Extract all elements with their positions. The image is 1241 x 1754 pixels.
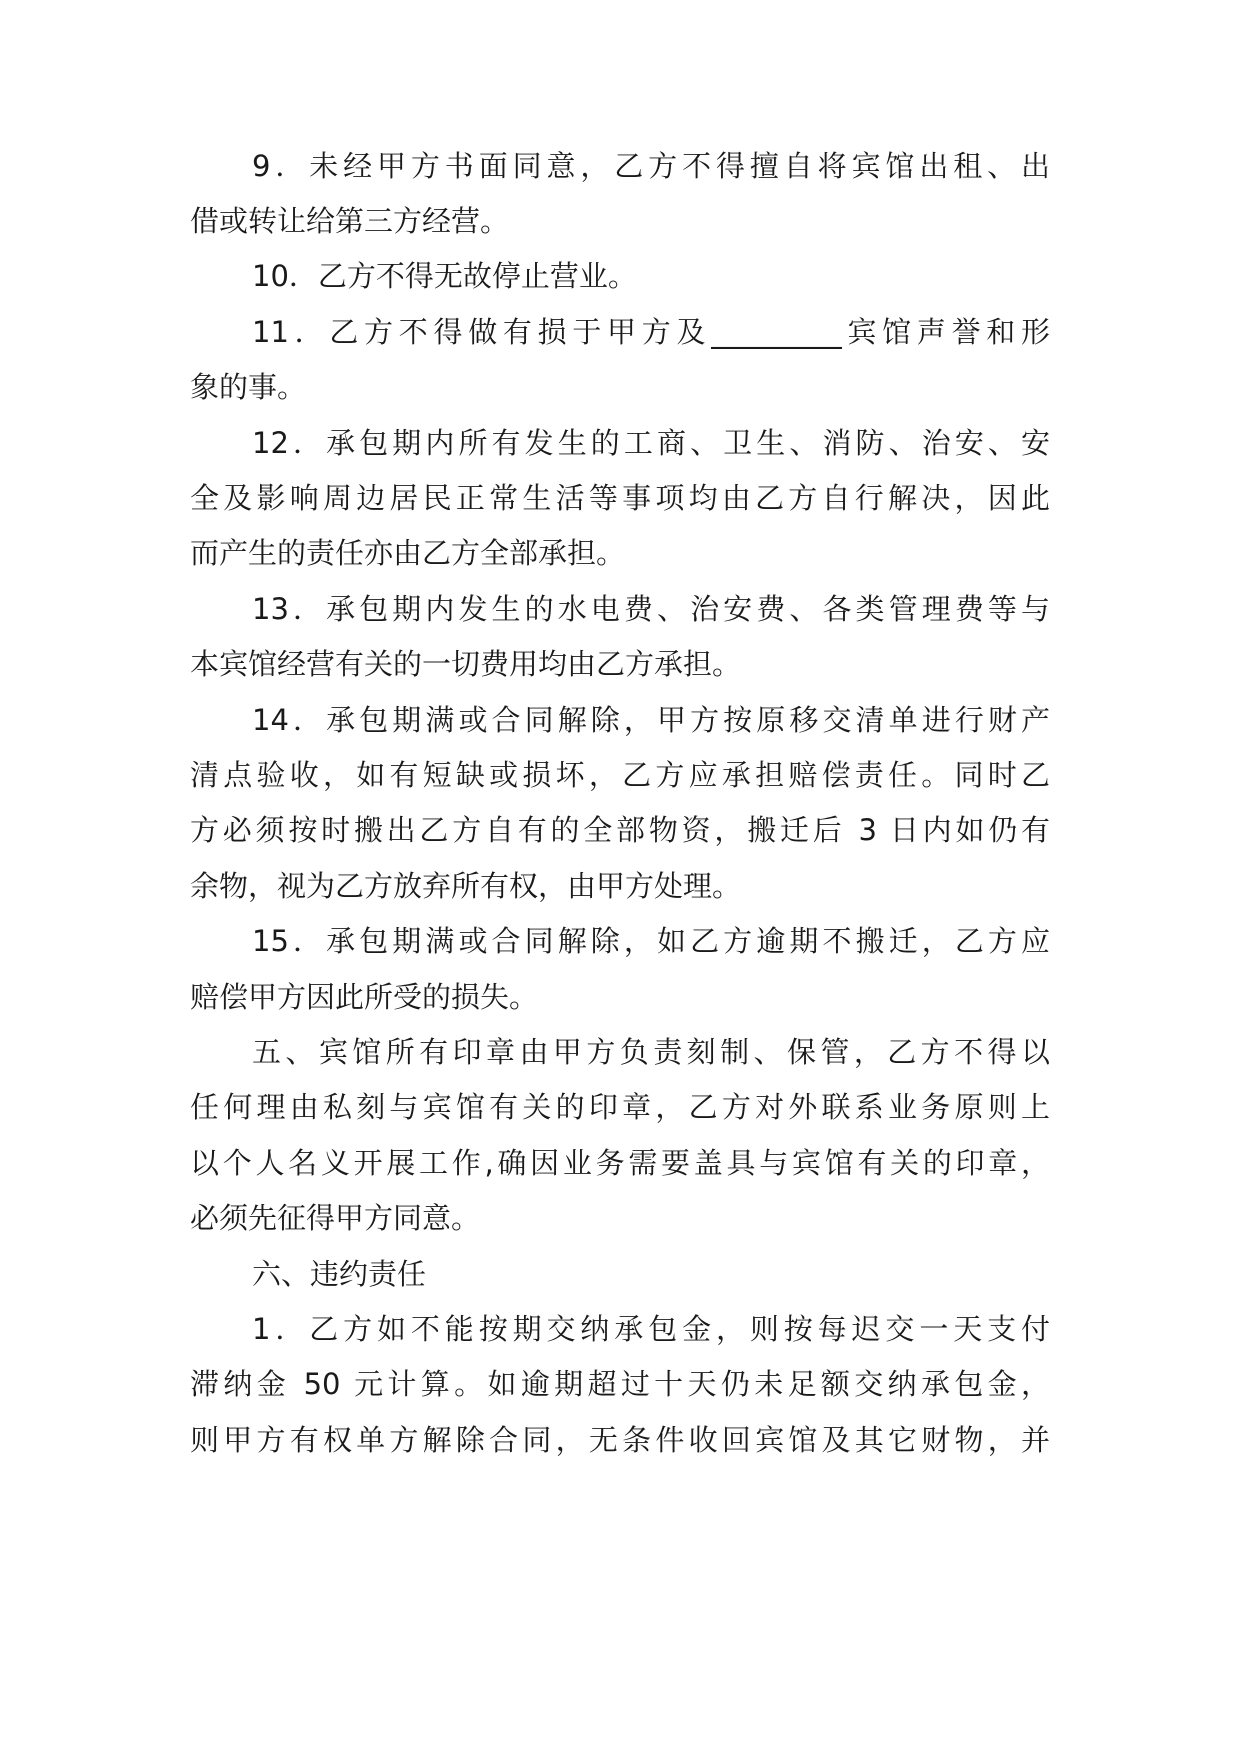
clause-10-line-1: 10．乙方不得无故停止营业。 bbox=[252, 259, 637, 293]
clause-15-line-2: 赔偿甲方因此所受的损失。 bbox=[190, 980, 539, 1014]
clause-14-line-4: 余物，视为乙方放弃所有权，由甲方处理。 bbox=[190, 869, 742, 903]
section-5-line-2: 任何理由私刻与宾馆有关的印章，乙方对外联系业务原则上 bbox=[190, 1090, 1050, 1124]
section-6-heading: 六、违约责任 bbox=[252, 1257, 427, 1291]
clause-14-line-1: 14．承包期满或合同解除，甲方按原移交清单进行财产 bbox=[252, 703, 1050, 737]
clause-12-line-1: 12．承包期内所有发生的工商、卫生、消防、治安、安 bbox=[252, 426, 1050, 460]
clause-14-line-3: 方必须按时搬出乙方自有的全部物资，搬迁后 3 日内如仍有 bbox=[190, 813, 1050, 847]
clause-12-line-3: 而产生的责任亦由乙方全部承担。 bbox=[190, 536, 626, 570]
clause-11-line-1: 11．乙方不得做有损于甲方及_________宾馆声誉和形 bbox=[252, 315, 1050, 349]
section-5-line-3: 以个人名义开展工作,确因业务需要盖具与宾馆有关的印章， bbox=[190, 1146, 1050, 1180]
clause-13-line-2: 本宾馆经营有关的一切费用均由乙方承担。 bbox=[190, 647, 742, 681]
penalty-1-line-1: 1．乙方如不能按期交纳承包金，则按每迟交一天支付 bbox=[252, 1312, 1050, 1346]
clause-9-line-1: 9．未经甲方书面同意，乙方不得擅自将宾馆出租、出 bbox=[252, 149, 1050, 183]
section-5-line-1: 五、宾馆所有印章由甲方负责刻制、保管，乙方不得以 bbox=[252, 1035, 1050, 1069]
clause-12-line-2: 全及影响周边居民正常生活等事项均由乙方自行解决，因此 bbox=[190, 481, 1050, 515]
clause-14-line-2: 清点验收，如有短缺或损坏，乙方应承担赔偿责任。同时乙 bbox=[190, 758, 1050, 792]
clause-11-line-2: 象的事。 bbox=[190, 370, 307, 404]
clause-13-line-1: 13．承包期内发生的水电费、治安费、各类管理费等与 bbox=[252, 592, 1050, 626]
penalty-1-line-3: 则甲方有权单方解除合同，无条件收回宾馆及其它财物，并 bbox=[190, 1423, 1050, 1457]
section-5-line-4: 必须先征得甲方同意。 bbox=[190, 1201, 481, 1235]
clause-15-line-1: 15．承包期满或合同解除，如乙方逾期不搬迁，乙方应 bbox=[252, 924, 1050, 958]
penalty-1-line-2: 滞纳金 50 元计算。如逾期超过十天仍未足额交纳承包金， bbox=[190, 1367, 1050, 1401]
clause-9-line-2: 借或转让给第三方经营。 bbox=[190, 204, 510, 238]
